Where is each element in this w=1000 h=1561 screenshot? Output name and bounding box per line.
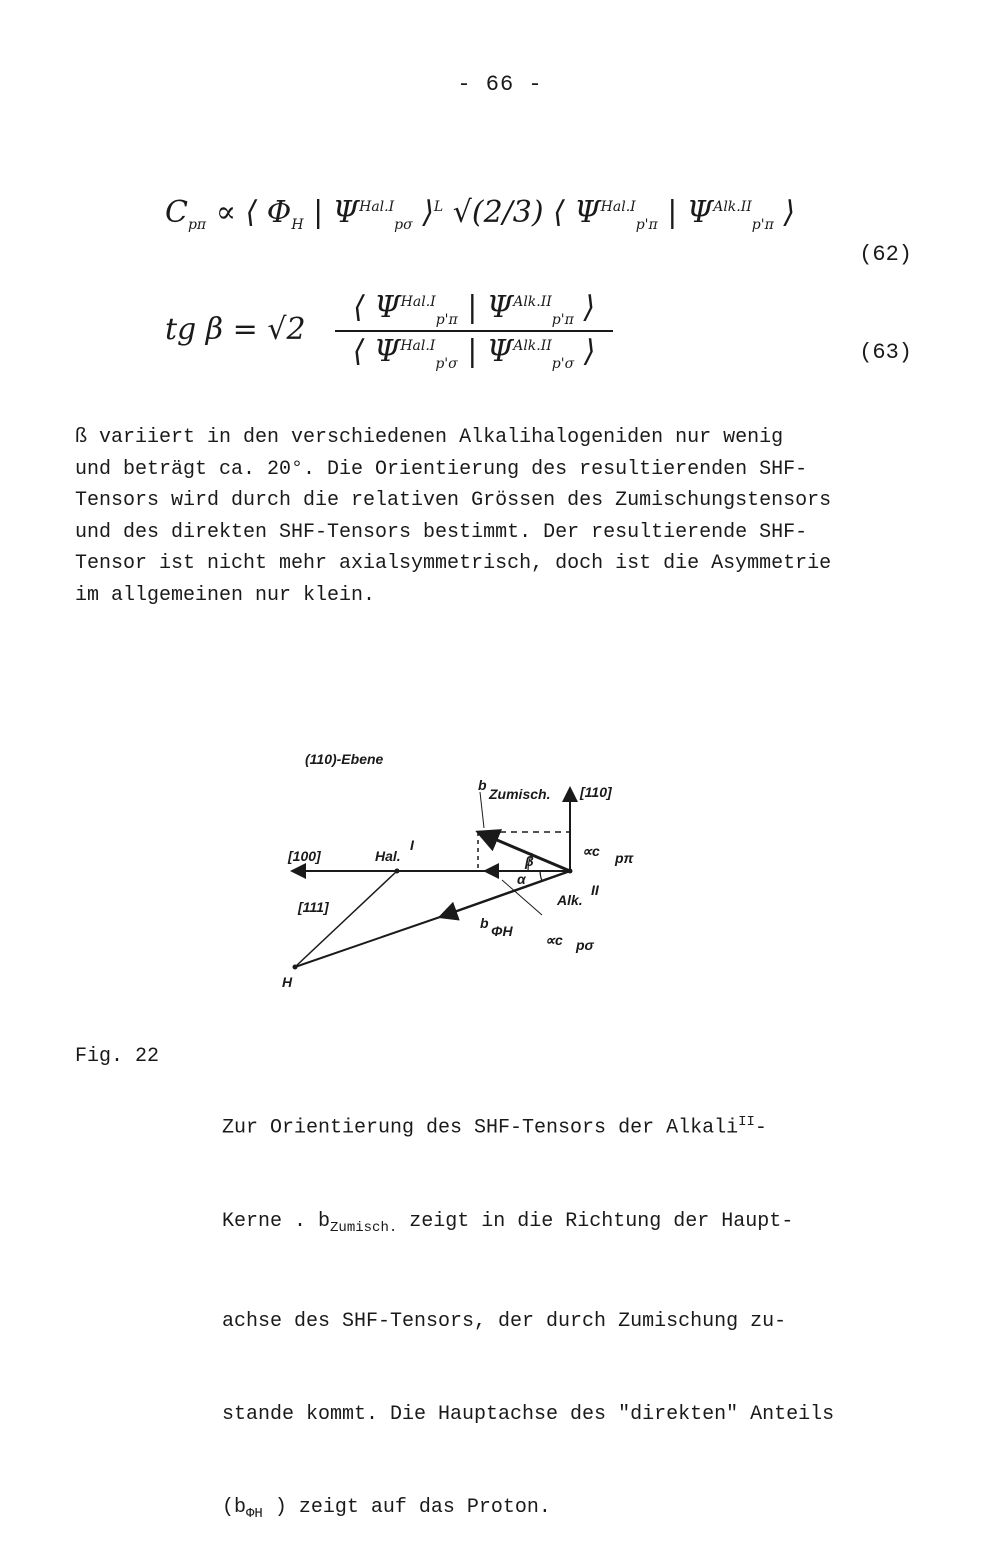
eq63-num-mid: | Ψ: [457, 290, 514, 325]
axis-111-label: [111]: [298, 899, 329, 915]
h-node: [293, 965, 298, 970]
equation-62: [165, 195, 795, 233]
b-phi-vector: [440, 871, 570, 917]
hal-sup: I: [410, 837, 414, 853]
c-ppi-label: ∝c: [582, 843, 600, 859]
caption-line-4: stande kommt. Die Hauptachse des "direkten" Anteils: [222, 1402, 835, 1426]
alpha-label: α: [517, 871, 526, 887]
b-zumisch-sub: Zumisch.: [489, 786, 551, 802]
c-ppi-sub: pπ: [615, 850, 634, 866]
h-label: H: [282, 974, 293, 990]
eq62-term1-sub: H: [291, 217, 304, 233]
caption-line-3: achse des SHF-Tensors, der durch Zumischung zu-: [222, 1309, 787, 1333]
figure-22-diagram: [270, 740, 650, 1000]
eq63-den-close: ⟩: [574, 334, 596, 369]
eq63-num-close: ⟩: [573, 290, 596, 325]
eq62-term1-sup: Hal.I: [359, 199, 395, 215]
eq62-lhs: C: [165, 195, 188, 230]
eq63-num-sup1: Hal.I: [400, 294, 436, 310]
caption-line-1a: Zur Orientierung des SHF-Tensors der Alkali: [222, 1116, 739, 1140]
alk-h-line: [295, 917, 440, 967]
eq63-den-mid: | Ψ: [457, 334, 514, 369]
eq62-term1-tail-sup: L: [433, 199, 444, 215]
eq63-den-sup2: Alk.II: [513, 338, 552, 354]
caption-line-5b: ) zeigt auf das Proton.: [262, 1495, 551, 1519]
eq63-denominator: [335, 332, 613, 372]
caption-line-2a: Kerne . b: [222, 1209, 331, 1233]
hal-label: Hal.: [375, 848, 401, 864]
axis-100-label: [100]: [288, 848, 321, 864]
hal-h-line: [295, 871, 397, 967]
eq63-num-sub1: p'π: [435, 312, 458, 328]
b-phi-sub: ΦH: [491, 923, 513, 939]
hal-node: [395, 869, 400, 874]
eq62-term1-open: ⟨ Φ: [245, 195, 292, 230]
c-psigma-label: ∝c: [545, 932, 563, 948]
caption-line-5-sub: ΦH: [246, 1505, 263, 1522]
eq62-term2-sup1: Hal.I: [600, 199, 636, 215]
equation-63: [165, 290, 613, 372]
eq63-num-sub2: p'π: [551, 312, 574, 328]
caption-line-1: [222, 1107, 922, 1144]
eq62-sqrt: √(2/3): [452, 195, 544, 230]
b-zumisch-pointer: [480, 792, 484, 828]
axis-110-label: [110]: [580, 784, 612, 800]
alk-sup: II: [591, 882, 599, 898]
eq62-term2-sup2: Alk.II: [713, 199, 752, 215]
eq63-den-sub2: p'σ: [551, 356, 575, 372]
eq62-term2-sub1: p'π: [635, 217, 658, 233]
eq63-num-open: ⟨ Ψ: [353, 290, 401, 325]
eq63-num-sup2: Alk.II: [513, 294, 552, 310]
eq63-den-sup1: Hal.I: [400, 338, 436, 354]
caption-line-1b: -: [754, 1116, 767, 1140]
equation-number-63: (63): [859, 340, 912, 365]
eq62-term2-mid: | Ψ: [657, 195, 714, 230]
b-zumisch-label: b: [478, 777, 487, 793]
eq62-relation: ∝: [215, 195, 236, 230]
alpha-arc: [540, 871, 542, 881]
eq62-term1-close: ⟩: [412, 195, 434, 230]
beta-label: β: [525, 853, 534, 869]
eq63-den-open: ⟨ Ψ: [352, 334, 401, 369]
eq62-term1-sub2: pσ: [394, 217, 413, 233]
eq63-den-sub1: p'σ: [435, 356, 458, 372]
caption-text: [222, 1045, 922, 1561]
b-phi-label: b: [480, 915, 489, 931]
caption-line-5: [222, 1492, 922, 1530]
eq62-term1-mid: | Ψ: [303, 195, 360, 230]
eq63-numerator: [335, 290, 613, 332]
caption-line-5a: (b: [222, 1495, 247, 1519]
alk-label: Alk.: [557, 892, 583, 908]
figure-svg: [270, 740, 650, 1000]
plane-label: (110)-Ebene: [305, 751, 384, 767]
c-psigma-sub: pσ: [576, 937, 594, 953]
eq62-term2-close: ⟩: [773, 195, 796, 230]
equation-number-62: (62): [859, 242, 912, 267]
caption-line-2: [222, 1206, 922, 1244]
caption-label: Fig. 22: [75, 1045, 160, 1068]
caption-line-2b: zeigt in die Richtung der Haupt-: [397, 1209, 794, 1233]
alk-node: [568, 869, 573, 874]
b-zumisch-vector: [478, 832, 570, 871]
caption-line-1-sup: II: [738, 1114, 755, 1130]
eq63-lhs: tg β = √2: [165, 312, 306, 347]
eq62-lhs-sub: pπ: [187, 217, 207, 233]
body-paragraph: ß variiert in den verschiedenen Alkalihalogeniden nur wenig und beträgt ca. 20°. Die Orientierung des resultierenden SHF- Tensors wird durch die relativen Grössen des Zumischungstensors und des direkten SHF-Tensors bestimmt. Der resultierende SHF- Tensor ist nicht mehr axialsymmetrisch, doch ist die Asymmetrie im allgemeinen nur klein.: [75, 426, 832, 607]
eq62-term2-open: ⟨ Ψ: [553, 195, 601, 230]
eq62-term2-sub2: p'π: [751, 217, 774, 233]
caption-line-2-sub: Zumisch.: [330, 1219, 398, 1236]
eq63-fraction: [335, 290, 613, 372]
page-number: - 66 -: [457, 72, 543, 97]
